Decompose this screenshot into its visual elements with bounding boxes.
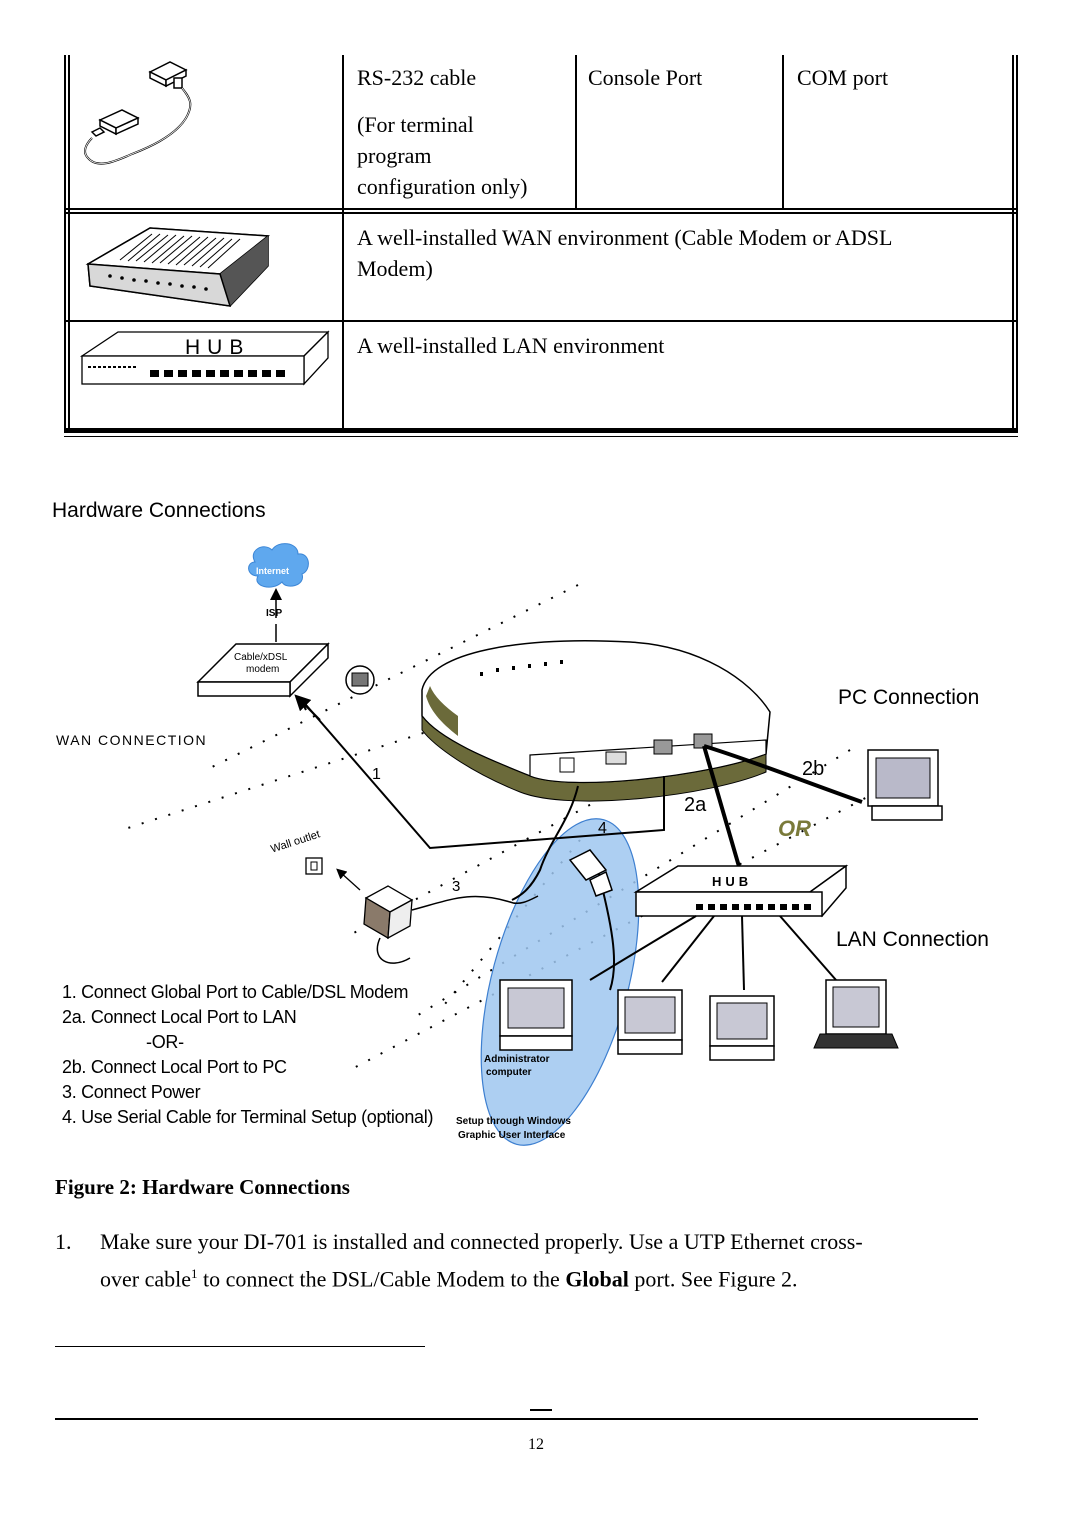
- cable-name: RS-232 cable: [357, 65, 477, 90]
- or-label: OR: [778, 816, 811, 841]
- cable-note: (For terminal: [357, 112, 474, 137]
- pc-port-label: COM port: [797, 65, 889, 90]
- wall-outlet-icon: [306, 858, 360, 890]
- table-bottom-border: [64, 436, 1018, 437]
- figure-caption: Figure 2: Hardware Connections: [55, 1175, 350, 1199]
- step-3-marker: 3: [452, 878, 461, 895]
- step-text-part: to connect the DSL/Cable Modem to the: [197, 1266, 566, 1292]
- hub-label: HUB: [712, 874, 753, 889]
- gui-setup-label: Graphic User Interface: [458, 1130, 566, 1141]
- wan-description: Modem): [357, 256, 433, 281]
- wan-description-cell: [357, 222, 892, 284]
- step-number: 1.: [55, 1229, 72, 1254]
- global-port-name: Global: [565, 1266, 629, 1292]
- internet-label: Internet: [256, 566, 290, 576]
- table-row-border: [64, 320, 1018, 322]
- step-1-marker: 1: [372, 766, 381, 783]
- lan-description-cell: [357, 330, 664, 361]
- step-text-part: port. See Figure 2.: [628, 1266, 798, 1292]
- cable-note: configuration only): [357, 174, 528, 199]
- cable-item-cell: [357, 62, 527, 202]
- admin-computer-icon: [500, 980, 572, 1050]
- cable-note: program: [357, 143, 432, 168]
- serial-cable-icon: [78, 58, 218, 183]
- footer-rule: [55, 1418, 978, 1420]
- table-border-right: [1012, 55, 1014, 430]
- ethernet-port-icon: [346, 666, 374, 694]
- lan-laptop-icon: [814, 980, 898, 1048]
- pc-connection-label: PC Connection: [838, 686, 980, 709]
- step-text: [100, 1226, 863, 1295]
- table-border-left: [64, 55, 66, 430]
- wan-connection-label: WAN CONNECTION: [56, 732, 208, 748]
- legend-item: 4. Use Serial Cable for Terminal Setup (optional): [62, 1107, 434, 1127]
- legend-item: -OR-: [146, 1032, 184, 1052]
- table-divider: [575, 55, 577, 210]
- step-2a-marker: 2a: [684, 794, 707, 816]
- table-border-right-outer: [1016, 55, 1018, 430]
- table-bottom-border: [64, 428, 1018, 433]
- section-heading: Hardware Connections: [52, 499, 266, 522]
- modem-label: modem: [246, 664, 280, 675]
- footer-mark: [530, 1409, 552, 1411]
- wall-outlet-label: Wall outlet: [269, 828, 322, 856]
- legend-item: 3. Connect Power: [62, 1082, 201, 1102]
- admin-computer-label: computer: [486, 1067, 532, 1078]
- step-line: Make sure your DI-701 is installed and connected properly. Use a UTP Ethernet cross-: [100, 1229, 863, 1254]
- hub-icon-label: HUB: [185, 336, 251, 359]
- lan-connection-label: LAN Connection: [836, 928, 989, 951]
- table-divider: [782, 55, 784, 210]
- footnote-reference[interactable]: 1: [191, 1266, 198, 1281]
- footnote-separator: [55, 1346, 425, 1347]
- wan-description: A well-installed WAN environment (Cable Modem or ADSL: [357, 225, 893, 250]
- lan-computer-icon: [618, 990, 682, 1054]
- isp-label: ISP: [266, 608, 283, 619]
- table-row-border: [64, 208, 1018, 210]
- table-border-left-inner: [68, 55, 70, 430]
- lan-description: A well-installed LAN environment: [357, 333, 665, 358]
- step-line: [100, 1258, 863, 1295]
- page-number: 12: [528, 1436, 544, 1453]
- hardware-connections-diagram: [50, 540, 1030, 1150]
- table-row-border: [64, 212, 1018, 214]
- admin-computer-label: Administrator: [484, 1054, 550, 1065]
- modem-icon: [80, 220, 280, 310]
- router-icon: [422, 641, 770, 801]
- table-divider: [342, 55, 344, 430]
- gui-setup-label: Setup through Windows: [456, 1116, 571, 1127]
- admin-highlight: [451, 802, 669, 1150]
- modem-label: Cable/xDSL: [234, 652, 288, 663]
- step-4-marker: 4: [598, 820, 607, 837]
- step-2b-marker: 2b: [802, 758, 825, 780]
- pc-connection-computer-icon: [868, 750, 942, 820]
- legend-item: 1. Connect Global Port to Cable/DSL Modem: [62, 982, 409, 1002]
- device-port-label: Console Port: [588, 65, 703, 90]
- pc-port-cell: [797, 62, 888, 93]
- step-text-part: over cable: [100, 1266, 191, 1292]
- legend-item: 2b. Connect Local Port to PC: [62, 1057, 287, 1077]
- device-port-cell: [588, 62, 702, 93]
- lan-computer-icon: [710, 996, 774, 1060]
- legend-item: 2a. Connect Local Port to LAN: [62, 1007, 297, 1027]
